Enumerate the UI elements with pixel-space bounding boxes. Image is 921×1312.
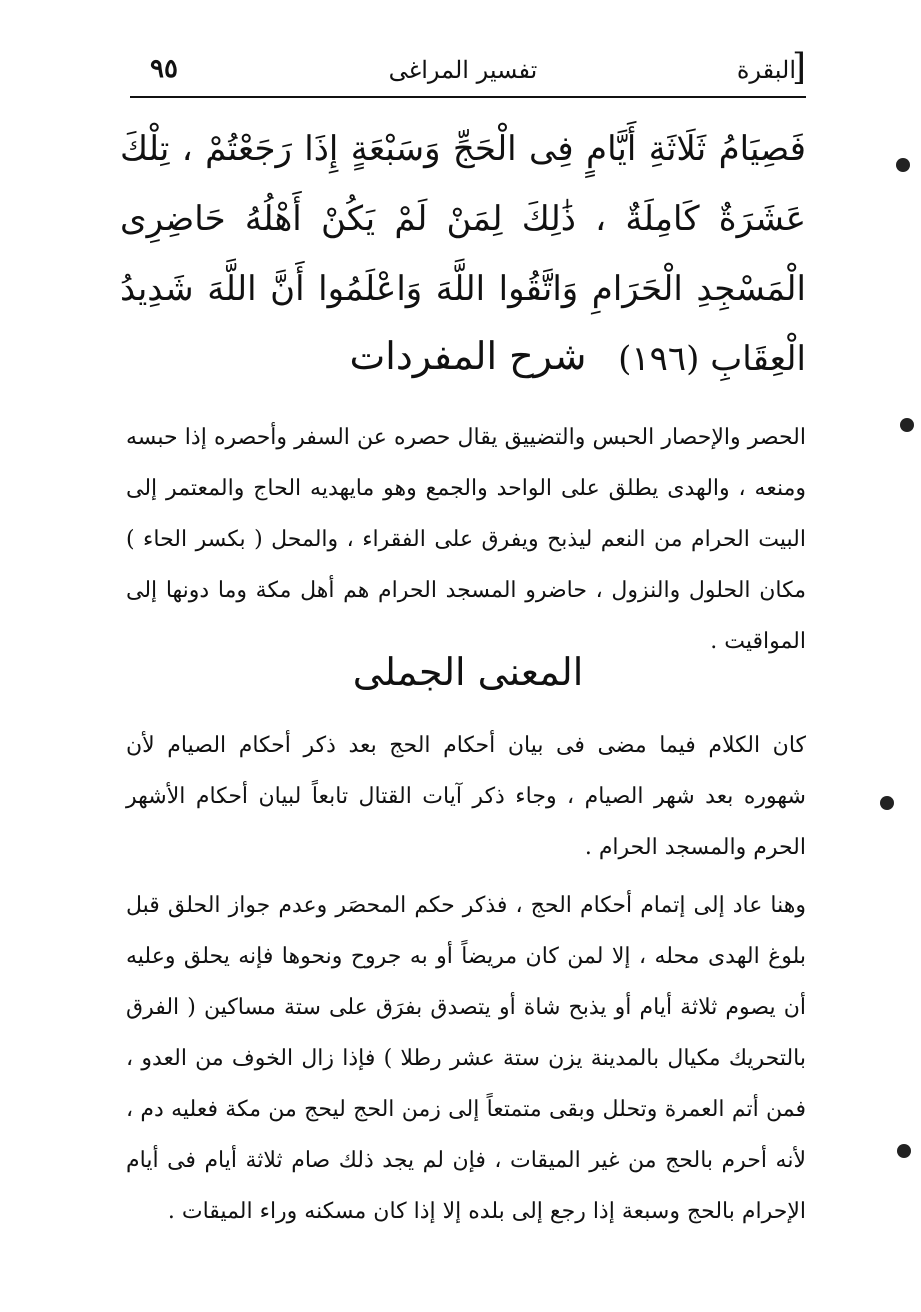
running-header <box>120 40 806 96</box>
page-number: ٩٥ <box>150 54 178 84</box>
ink-speck <box>897 1144 911 1158</box>
header-rule <box>130 96 806 98</box>
book-title: تفسير المراغى <box>388 56 538 84</box>
ink-speck <box>900 418 914 432</box>
header-bracket: ] <box>791 47 806 88</box>
general-meaning-heading: المعنى الجملى <box>352 650 584 694</box>
general-meaning-paragraph-2: وهنا عاد إلى إتمام أحكام الحج ، فذكر حكم المحصَر وعدم جواز الحلق قبل بلوغ الهدى محله ، إلا لمن كان مريضاً أو به جروح ونحوها فإنه يحلق وعليه أن يصوم ثلاثة أيام أو يذبح شاة أو يتصدق بفرَق على ستة مساكين ( الفرق بالتحريك مكيال بالمدينة يزن ستة عشر رطلا ) فإذا زال الخوف من العدو ، فمن أتم العمرة وتحلل وبقى متمتعاً إلى زمن الحج ليحج من مكة فعليه دم ، لأنه أحرم بالحج من غير الميقات ، فإن لم يجد ذلك صام ثلاثة أيام فى أيام الإحرام بالحج وسبعة إذا رجع إلى بلده إلا إذا كان مسكنه وراء الميقات . <box>126 893 806 1224</box>
quran-verse: فَصِيَامُ ثَلَاثَةِ أَيَّامٍ فِى الْحَجِّ وَسَبْعَةٍ إِذَا رَجَعْتُمْ ، تِلْكَ عَشَرَةٌ كَامِلَةٌ ، ذَٰلِكَ لِمَنْ لَمْ يَكُنْ أَهْلُهُ حَاضِرِى الْمَسْجِدِ الْحَرَامِ وَاتَّقُوا اللَّهَ وَاعْلَمُوا أَنَّ اللَّهَ شَدِيدُ الْعِقَابِ (١٩٦) <box>120 129 806 379</box>
ink-speck <box>896 158 910 172</box>
vocabulary-paragraph: الحصر والإحصار الحبس والتضييق يقال حصره عن السفر وأحصره إذا حبسه ومنعه ، والهدى يطلق على الواحد والجمع وهو مايهديه الحاج والمعتمر إلى البيت الحرام من النعم ليذبح ويفرق على الفقراء ، والمحل ( بكسر الحاء ) مكان الحلول والنزول ، حاضرو المسجد الحرام هم أهل مكة وما دونها إلى المواقيت . <box>126 425 806 654</box>
surah-name: البقرة <box>736 56 796 84</box>
general-meaning-paragraph-1: كان الكلام فيما مضى فى بيان أحكام الحج بعد ذكر أحكام الصيام لأن شهوره بعد شهر الصيام ، وجاء ذكر آيات القتال تابعاً لبيان أحكام الأشهر الحرم والمسجد الحرام . <box>126 733 806 860</box>
vocabulary-heading: شرح المفردات <box>349 334 587 378</box>
ink-speck <box>880 796 894 810</box>
